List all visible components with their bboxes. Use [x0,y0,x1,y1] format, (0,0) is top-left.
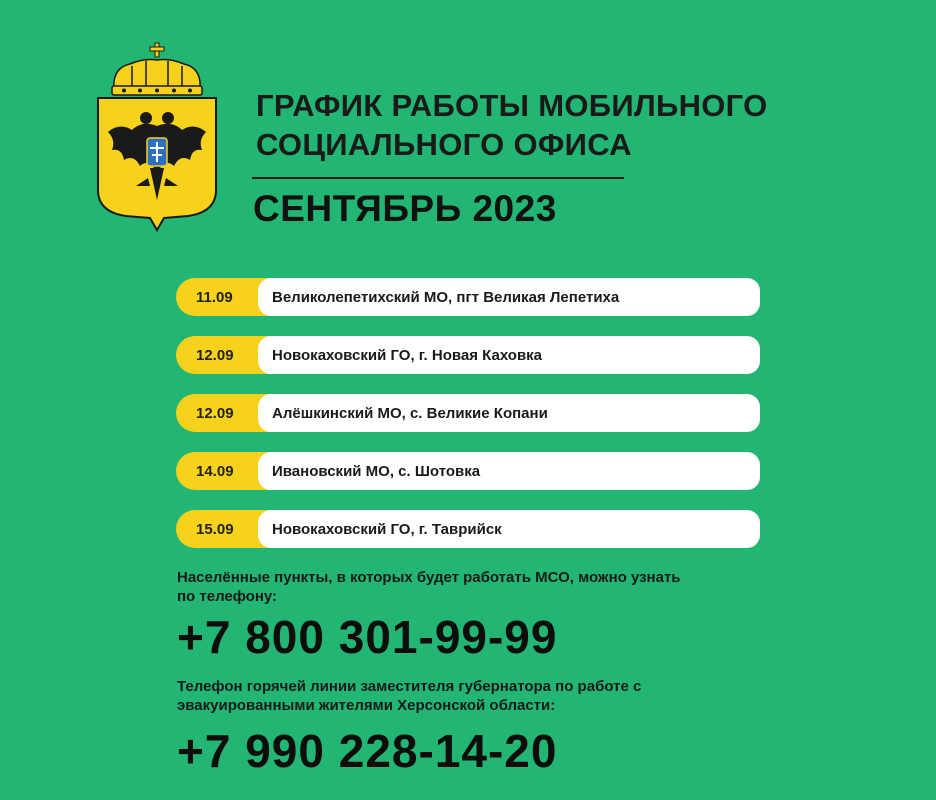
schedule-place: Новокаховский ГО, г. Таврийск [258,510,760,548]
phone-number-hotline: +7 990 228-14-20 [177,725,558,777]
phone-number-main: +7 800 301-99-99 [177,611,558,663]
note-line: Населённые пункты, в которых будет работать МСО, можно узнать [177,569,681,586]
title-line-2: СОЦИАЛЬНОГО ОФИСА [256,127,632,162]
title-divider [252,177,624,179]
page-title [256,86,876,164]
schedule-date: 15.09 [176,510,272,548]
title-line-1: ГРАФИК РАБОТЫ МОБИЛЬНОГО [256,88,768,123]
note-line: эвакуированными жителями Херсонской области: [177,697,556,714]
schedule-row [176,336,760,374]
crown-icon [112,43,202,95]
schedule-row [176,394,760,432]
schedule-list [176,278,760,568]
schedule-row [176,452,760,490]
schedule-place: Новокаховский ГО, г. Новая Каховка [258,336,760,374]
month-heading: СЕНТЯБРЬ 2023 [253,188,557,229]
schedule-place: Великолепетихский МО, пгт Великая Лепетиха [258,278,760,316]
schedule-date: 12.09 [176,336,272,374]
note-line: Телефон горячей линии заместителя губернатора по работе с [177,678,642,695]
contact-note-hotline [177,677,817,715]
schedule-row [176,510,760,548]
schedule-place: Ивановский МО, с. Шотовка [258,452,760,490]
schedule-date: 11.09 [176,278,272,316]
contact-note-settlements [177,568,817,606]
schedule-place: Алёшкинский МО, с. Великие Копани [258,394,760,432]
coat-of-arms-icon [92,40,222,232]
schedule-row [176,278,760,316]
schedule-date: 14.09 [176,452,272,490]
note-line: по телефону: [177,588,278,605]
schedule-date: 12.09 [176,394,272,432]
